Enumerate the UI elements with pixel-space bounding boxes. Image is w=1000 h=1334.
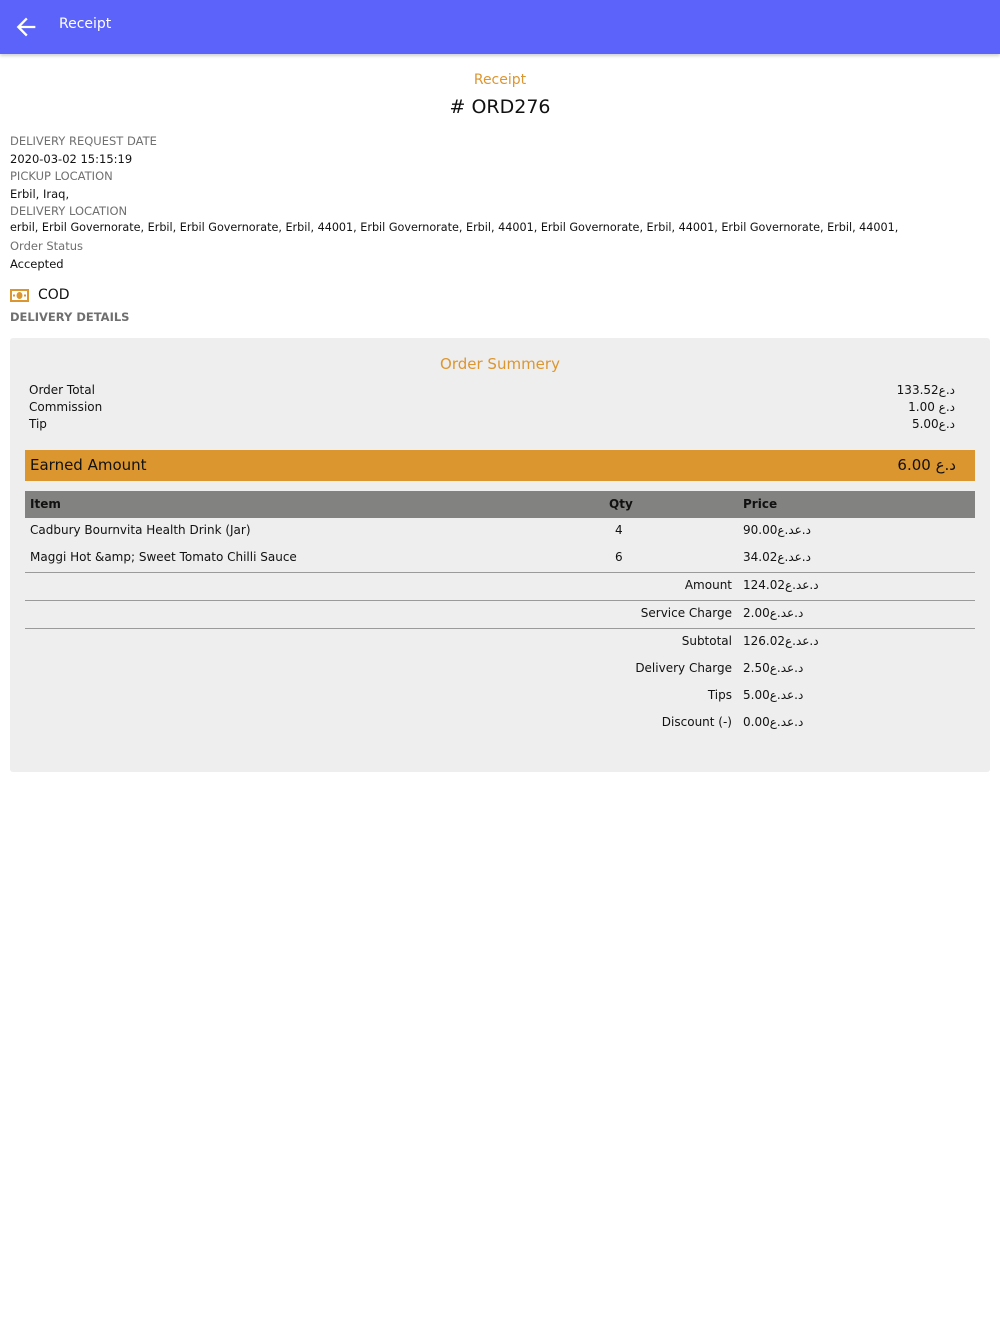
summary-row-label: Commission bbox=[29, 400, 103, 414]
order-status-label: Order Status bbox=[10, 239, 83, 253]
delivery-location-label: DELIVERY LOCATION bbox=[10, 204, 128, 218]
column-header-price: Price bbox=[743, 497, 778, 511]
total-value: 5.00د.عد.ع bbox=[743, 688, 804, 702]
total-label: Discount (-) bbox=[661, 715, 732, 729]
total-label: Tips bbox=[707, 688, 732, 702]
delivery-request-date: 2020-03-02 15:15:19 bbox=[10, 152, 133, 166]
arrow-back-icon bbox=[12, 13, 40, 41]
total-value: 2.00د.عد.ع bbox=[743, 606, 804, 620]
summary-row-value: 1.00 د.ع bbox=[908, 400, 955, 414]
divider bbox=[25, 572, 975, 573]
order-status: Accepted bbox=[10, 257, 64, 271]
divider bbox=[25, 628, 975, 629]
summary-row-label: Tip bbox=[29, 417, 47, 431]
item-qty: 4 bbox=[615, 523, 623, 537]
item-price: 34.02د.عد.ع bbox=[743, 550, 811, 564]
delivery-request-date-label: DELIVERY REQUEST DATE bbox=[10, 134, 157, 148]
table-row bbox=[25, 523, 975, 543]
order-summary-title: Order Summery bbox=[440, 355, 560, 373]
summary-row-order-total bbox=[29, 383, 955, 400]
items-table-header bbox=[25, 491, 975, 518]
summary-row-label: Order Total bbox=[29, 383, 95, 397]
payment-method: COD bbox=[38, 287, 70, 303]
total-value: 2.50د.عد.ع bbox=[743, 661, 804, 675]
item-qty: 6 bbox=[615, 550, 623, 564]
column-header-qty: Qty bbox=[609, 497, 633, 511]
total-row-delivery-charge bbox=[25, 661, 975, 679]
total-label: Subtotal bbox=[681, 634, 732, 648]
total-label: Amount bbox=[684, 578, 732, 592]
total-row-subtotal bbox=[25, 634, 975, 652]
earned-amount-value: 6.00 د.ع bbox=[897, 456, 956, 474]
app-bar bbox=[0, 0, 1000, 54]
total-value: 0.00د.عد.ع bbox=[743, 715, 804, 729]
order-id: # ORD276 bbox=[449, 96, 551, 118]
table-row bbox=[25, 550, 975, 570]
total-row-service-charge bbox=[25, 606, 975, 624]
back-button[interactable] bbox=[12, 13, 40, 41]
item-name: Maggi Hot &amp; Sweet Tomato Chilli Sauce bbox=[30, 550, 297, 564]
total-row-discount bbox=[25, 715, 975, 733]
pickup-location: Erbil, Iraq, bbox=[10, 187, 70, 201]
total-value: 126.02د.عد.ع bbox=[743, 634, 819, 648]
receipt-heading: Receipt bbox=[473, 72, 527, 88]
total-row-tips bbox=[25, 688, 975, 706]
summary-row-value: 133.52د.ع bbox=[896, 383, 955, 397]
delivery-details-heading: DELIVERY DETAILS bbox=[10, 310, 130, 324]
column-header-item: Item bbox=[30, 497, 61, 511]
earned-amount-label: Earned Amount bbox=[30, 456, 147, 474]
summary-row-tip bbox=[29, 417, 955, 434]
item-name: Cadbury Bournvita Health Drink (Jar) bbox=[30, 523, 251, 537]
divider bbox=[25, 600, 975, 601]
item-price: 90.00د.عد.ع bbox=[743, 523, 811, 537]
summary-row-commission bbox=[29, 400, 955, 417]
pickup-location-label: PICKUP LOCATION bbox=[10, 169, 113, 183]
total-label: Delivery Charge bbox=[635, 661, 732, 675]
earned-amount-bar bbox=[25, 450, 975, 481]
delivery-location: erbil, Erbil Governorate, Erbil, Erbil Governorate, Erbil, 44001, Erbil Governorate, Erbil, 44001, Erbil Governorate, Erbil, 44001, Erbil Governorate, Erbil, 44001, bbox=[10, 221, 899, 234]
order-summary-card bbox=[10, 338, 990, 772]
summary-row-value: 5.00د.ع bbox=[911, 417, 955, 431]
total-label: Service Charge bbox=[640, 606, 732, 620]
total-value: 124.02د.عد.ع bbox=[743, 578, 819, 592]
total-row-amount bbox=[25, 578, 975, 596]
cash-icon bbox=[10, 287, 29, 300]
app-bar-title: Receipt bbox=[59, 16, 112, 32]
